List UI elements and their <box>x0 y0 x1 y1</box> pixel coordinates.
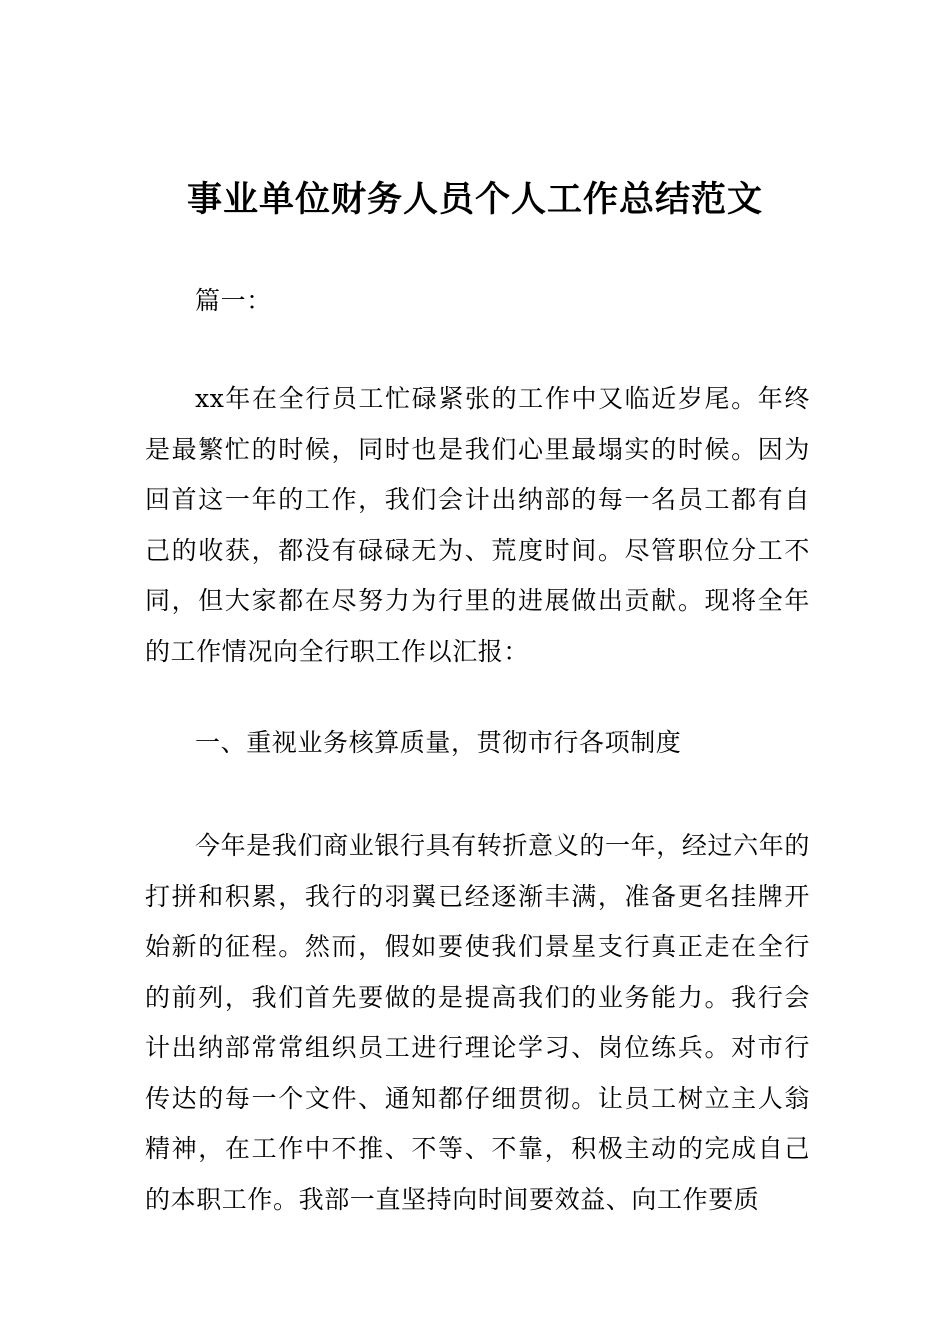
paragraph-intro: xx年在全行员工忙碌紧张的工作中又临近岁尾。年终是最繁忙的时候，同时也是我们心里最塌实的时候。因为回首这一年的工作，我们会计出纳部的每一名员工都有自己的收获，都没有碌碌无为、荒度时间。尽管职位分工不同，但大家都在尽努力为行里的进展做出贡献。现将全年的工作情况向全行职工作以汇报： <box>145 384 810 666</box>
section-heading: 一、重视业务核算质量，贯彻市行各项制度 <box>195 728 682 757</box>
document-title: 事业单位财务人员个人工作总结范文 <box>186 180 763 220</box>
chapter-label: 篇一： <box>195 286 272 315</box>
paragraph-section-1: 今年是我们商业银行具有转折意义的一年，经过六年的打拼和积累，我行的羽翼已经逐渐丰满，准备更名挂牌开始新的征程。然而，假如要使我们景星支行真正走在全行的前列，我们首先要做的是提高我们的业务能力。我行会计出纳部常常组织员工进行理论学习、岗位练兵。对市行传达的每一个文件、通知都仔细贯彻。让员工树立主人翁精神，在工作中不推、不等、不靠，积极主动的完成自己的本职工作。我部一直坚持向时间要效益、向工作要质 <box>145 831 810 1214</box>
